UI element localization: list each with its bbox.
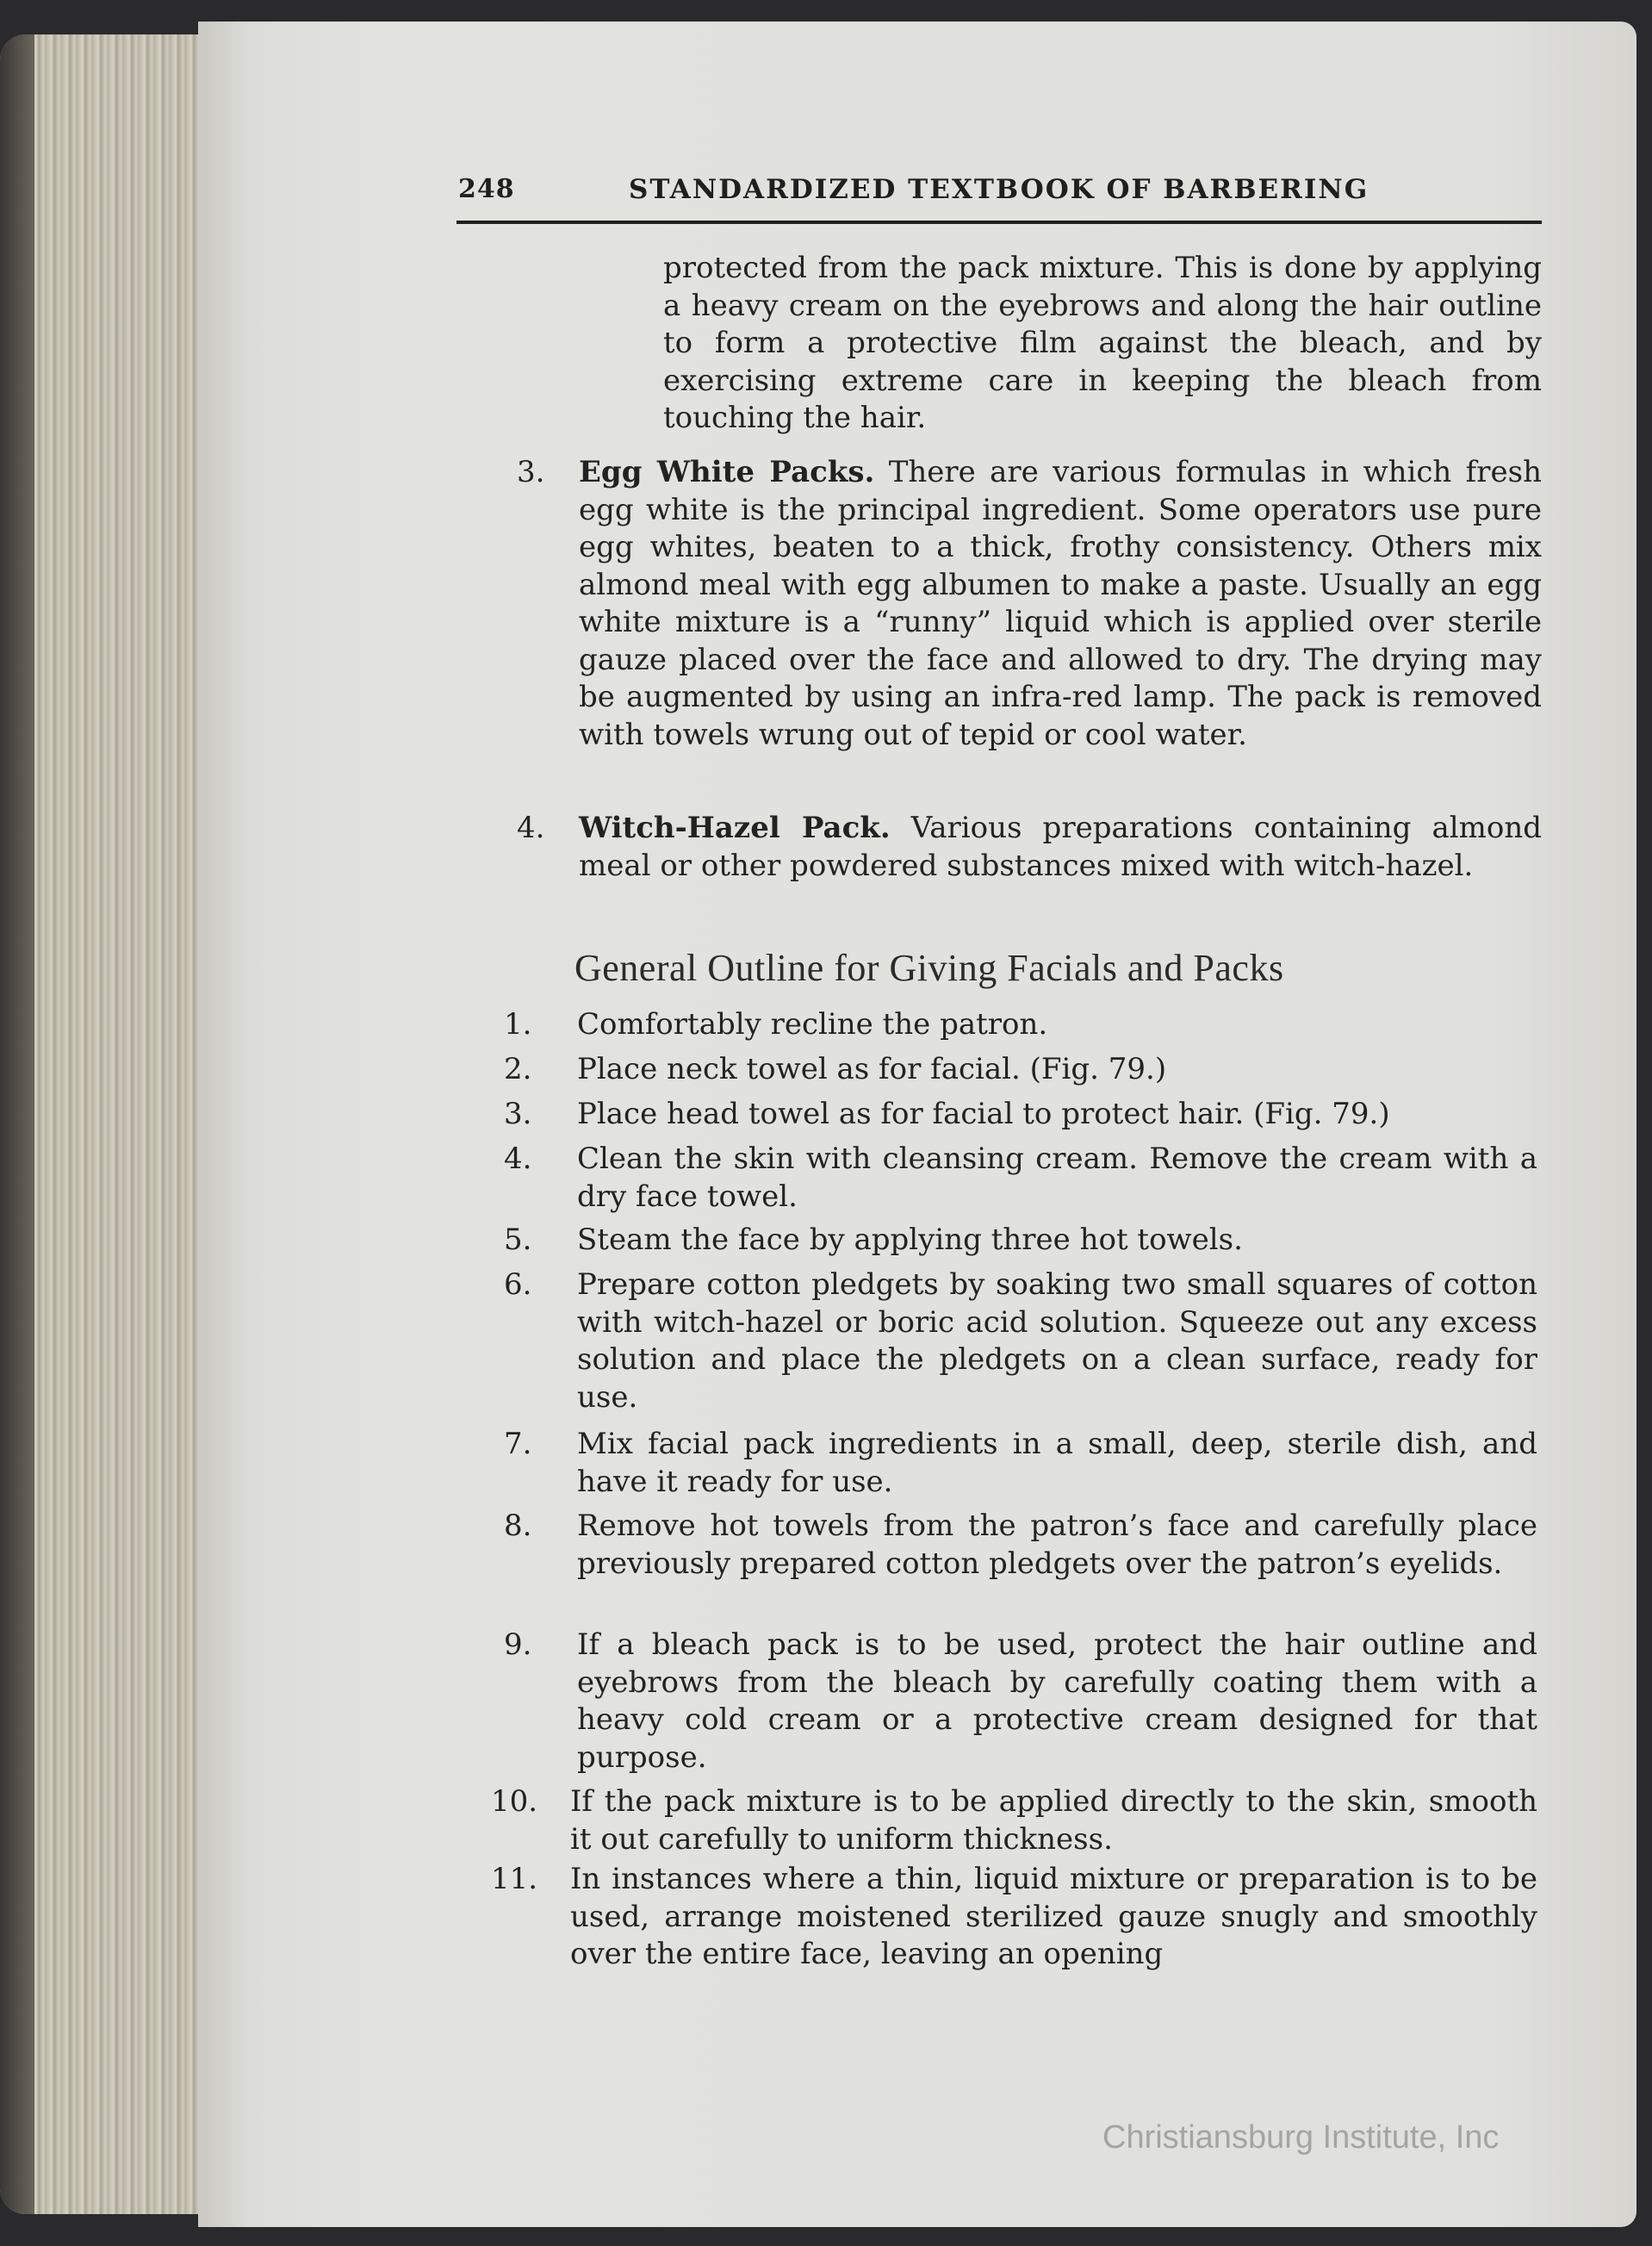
step-number: 3. bbox=[504, 1097, 532, 1131]
step-text: If a bleach pack is to be used, protect the hair outline and eyebrows from the bleach by carefully coating them with a heavy cold cream or a protective cream designed for that purpose. bbox=[577, 1627, 1537, 1775]
step-text: Steam the face by applying three hot towels. bbox=[577, 1223, 1243, 1257]
pack-body bbox=[579, 454, 1542, 754]
step-number: 10. bbox=[491, 1784, 538, 1819]
step-text: Place neck towel as for facial. (Fig. 79.) bbox=[577, 1052, 1167, 1086]
pack-entry-3 bbox=[517, 454, 1542, 799]
step-number: 2. bbox=[504, 1052, 532, 1086]
step-text: Clean the skin with cleansing cream. Remove the cream with a dry face towel. bbox=[577, 1142, 1537, 1214]
step-number: 1. bbox=[504, 1007, 532, 1042]
watermark: Christiansburg Institute, Inc bbox=[1102, 2119, 1500, 2156]
continued-paragraph: protected from the pack mixture. This is done by applying a heavy cream on the eyebrows and along the hair outline to form a protective film against the bleach, and by exercising extreme care in keeping the bleach from touching the hair. bbox=[663, 251, 1542, 435]
book-page-edges bbox=[0, 34, 215, 2214]
step-number: 6. bbox=[504, 1267, 532, 1302]
step-text: Prepare cotton pledgets by soaking two small squares of cotton with witch-hazel or boric acid solution. Squeeze out any excess solution and place the pledgets on a clean surface, ready for use. bbox=[577, 1267, 1537, 1415]
step-text: In instances where a thin, liquid mixture or preparation is to be used, arrange moistened sterilized gauze snugly and smoothly over the entire face, leaving an opening bbox=[570, 1862, 1537, 1971]
step-number: 8. bbox=[504, 1509, 532, 1543]
pack-number: 4. bbox=[517, 811, 545, 845]
step-text: Comfortably recline the patron. bbox=[577, 1007, 1048, 1042]
pack-body bbox=[579, 810, 1542, 885]
running-title: STANDARDIZED TEXTBOOK OF BARBERING bbox=[629, 174, 1369, 205]
step-number: 11. bbox=[491, 1862, 538, 1896]
step-number: 7. bbox=[504, 1427, 532, 1461]
pack-term: Egg White Packs. bbox=[579, 455, 875, 489]
page-number: 248 bbox=[458, 174, 515, 204]
pack-number: 3. bbox=[517, 455, 545, 489]
step-number: 5. bbox=[504, 1223, 532, 1257]
step-text: Place head towel as for facial to protect hair. (Fig. 79.) bbox=[577, 1097, 1390, 1131]
pack-description: Various preparations containing almond meal or other powdered substances mixed with witch-hazel. bbox=[579, 811, 1542, 883]
pack-term: Witch-Hazel Pack. bbox=[579, 811, 891, 845]
step-text: If the pack mixture is to be applied directly to the skin, smooth it out carefully to uniform thickness. bbox=[570, 1784, 1537, 1857]
pack-entry-4 bbox=[517, 810, 1542, 930]
pack-description: There are various formulas in which fresh egg white is the principal ingredient. Some operators use pure egg whites, beaten to a thick, frothy consistency. Others mix almond meal with egg albumen to make a paste. Usually an egg white mixture is a “runny” liquid which is applied over sterile gauze placed over the face and allowed to dry. The drying may be augmented by using an infra-red lamp. The pack is removed with towels wrung out of tepid or cool water. bbox=[579, 455, 1542, 752]
step-text: Remove hot towels from the patron’s face and carefully place previously prepared cotton pledgets over the patron’s eyelids. bbox=[577, 1509, 1537, 1581]
step-number: 9. bbox=[504, 1627, 532, 1662]
step-text: Mix facial pack ingredients in a small, deep, sterile dish, and have it ready for use. bbox=[577, 1427, 1537, 1499]
step-number: 4. bbox=[504, 1142, 532, 1176]
section-heading: General Outline for Giving Facials and Packs bbox=[574, 947, 1284, 989]
running-header bbox=[456, 172, 1542, 224]
